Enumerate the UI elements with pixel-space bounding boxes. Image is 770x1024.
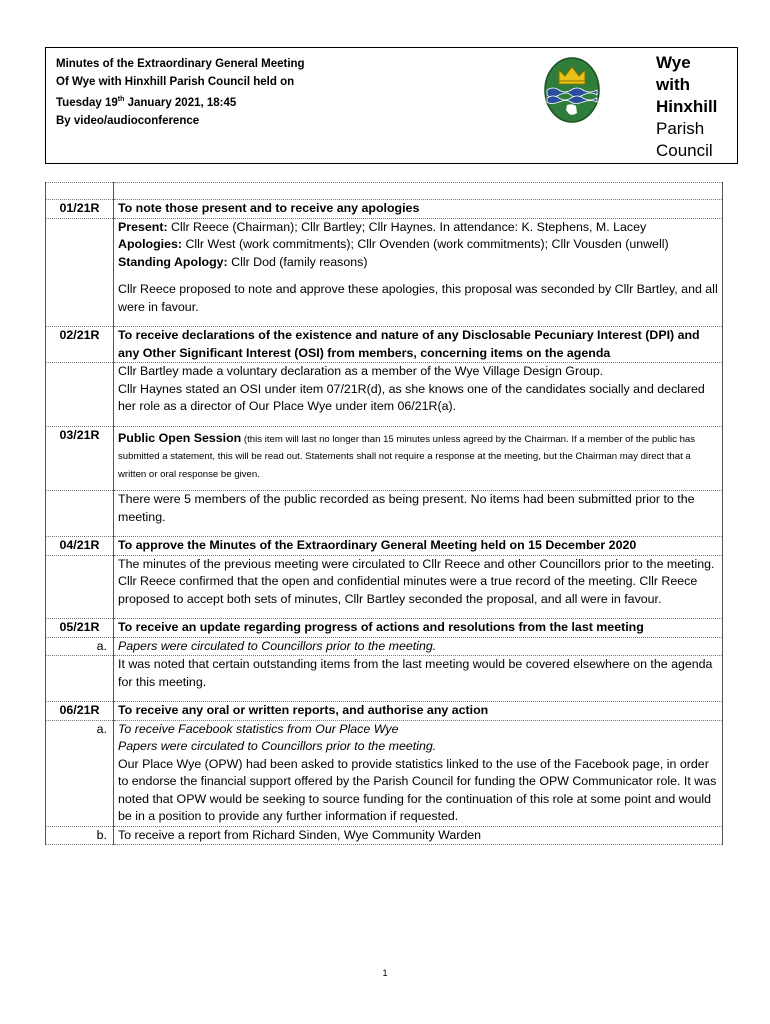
item-title: To receive any oral or written reports, and authorise any action (114, 702, 723, 721)
table-row (46, 702, 723, 721)
table-row (46, 426, 723, 491)
table-row (46, 363, 723, 427)
sub-item-label: a. (46, 720, 114, 826)
item-number: 04/21R (46, 537, 114, 556)
table-row (46, 537, 723, 556)
item-title: Public Open Session (this item will last no longer than 15 minutes unless agreed by the Chairman. If a member of the public has submitted a statement, this will be read out. Statements shall not require a response at the meeting, but the Chairman may direct that a written or oral response be given. (114, 426, 723, 491)
item-note: Papers were circulated to Councillors prior to the meeting. (114, 637, 723, 656)
item-body: To receive Facebook statistics from Our Place Wye Papers were circulated to Councillors prior to the meeting. Our Place Wye (OPW) had been asked to provide statistics linked to the use of the Facebook page, in order to endorse the financial support offered by the Parish Council for funding the OPW Communicator role. It was noted that OPW would be seeking to source funding for the continuation of this role at some point and would be in a position to provide any further information if requested. (114, 720, 723, 826)
item-number: 02/21R (46, 327, 114, 363)
minutes-table (45, 182, 723, 845)
document-header (45, 47, 738, 164)
spacer-row (46, 183, 723, 200)
table-row (46, 218, 723, 327)
table-row (46, 619, 723, 638)
table-row (46, 826, 723, 845)
item-number: 06/21R (46, 702, 114, 721)
table-row (46, 555, 723, 619)
item-body: It was noted that certain outstanding items from the last meeting would be covered elsewhere on the agenda for this meeting. (114, 656, 723, 702)
sub-item-label: a. (46, 637, 114, 656)
item-body: To receive a report from Richard Sinden, Wye Community Warden (114, 826, 723, 845)
item-title: To approve the Minutes of the Extraordinary General Meeting held on 15 December 2020 (114, 537, 723, 556)
table-row (46, 327, 723, 363)
council-name: Wye with Hinxhill Parish Council (656, 53, 718, 160)
page-number: 1 (382, 968, 388, 978)
item-title: To receive declarations of the existence and nature of any Disclosable Pecuniary Interest (DPI) and any Other Significant Interest (OSI) from members, concerning items on the agenda (114, 327, 723, 363)
item-number: 05/21R (46, 619, 114, 638)
item-body: The minutes of the previous meeting were circulated to Cllr Reece and other Councillors prior to the meeting. Cllr Reece confirmed that the open and confidential minutes were a true record of the meeting. Cllr Reece proposed to accept both sets of minutes, Cllr Bartley seconded the proposal, and all were in favour. (114, 555, 723, 619)
table-row (46, 491, 723, 537)
item-number: 01/21R (46, 200, 114, 219)
table-row (46, 656, 723, 702)
table-row (46, 720, 723, 826)
item-body: There were 5 members of the public recorded as being present. No items had been submitted prior to the meeting. (114, 491, 723, 537)
meeting-title: Minutes of the Extraordinary General Meeting Of Wye with Hinxhill Parish Council held on Tuesday 19th January 2021, 18:45 By video/audioconference (56, 58, 305, 127)
item-title: To note those present and to receive any apologies (114, 200, 723, 219)
item-title: To receive an update regarding progress of actions and resolutions from the last meeting (114, 619, 723, 638)
table-row (46, 200, 723, 219)
item-body: Cllr Bartley made a voluntary declaration as a member of the Wye Village Design Group. Cllr Haynes stated an OSI under item 07/21R(d), as she knows one of the candidates socially and declared her role as a director of Our Place Wye under item 06/21R(a). (114, 363, 723, 427)
item-number: 03/21R (46, 426, 114, 491)
parish-crest-icon (543, 57, 601, 123)
sub-item-label: b. (46, 826, 114, 845)
item-body: Present: Cllr Reece (Chairman); Cllr Bartley; Cllr Haynes. In attendance: K. Stephens, M. Lacey Apologies: Cllr West (work commitments); Cllr Ovenden (work commitments); Cllr Vousden (unwell) Standing Apology: Cllr Dod (family reasons) Cllr Reece proposed to note and approve these apologies, this proposal was seconded by Cllr Bartley, and all were in favour. (114, 218, 723, 327)
table-row (46, 637, 723, 656)
